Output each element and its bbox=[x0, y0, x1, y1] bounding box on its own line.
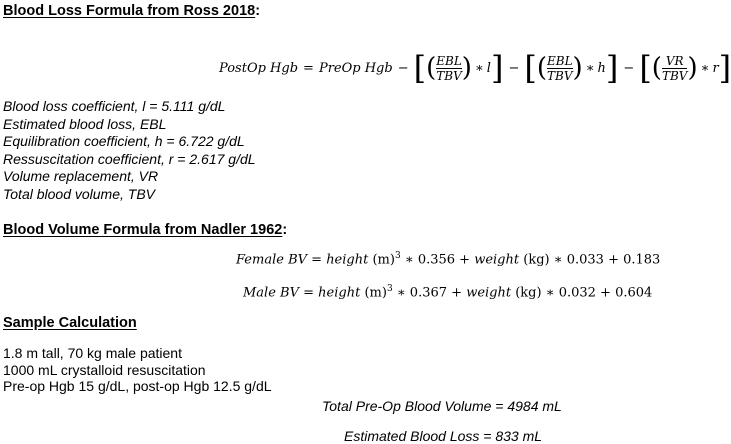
formula-lhs: PostOp Hgb bbox=[219, 60, 299, 76]
times-2: ∗ bbox=[585, 60, 595, 76]
female-bv-lhs: Female BV bbox=[236, 252, 308, 268]
female-power: 3 bbox=[394, 251, 401, 261]
paren-open-1: ( bbox=[426, 53, 437, 83]
female-height: height bbox=[326, 252, 369, 268]
heading-ross bbox=[3, 2, 260, 20]
formula-minus-1: − bbox=[397, 60, 409, 76]
heading-sample bbox=[3, 314, 137, 332]
fraction-denominator: TBV bbox=[436, 68, 462, 83]
female-c3: 0.183 bbox=[623, 252, 661, 268]
fraction-ebl-tbv-2 bbox=[547, 54, 573, 83]
sample-details bbox=[3, 345, 272, 395]
female-weight: weight bbox=[474, 252, 520, 268]
sample-line: Pre-op Hgb 15 g/dL, post-op Hgb 12.5 g/dL bbox=[3, 378, 272, 394]
paren-close-2: ) bbox=[572, 53, 583, 83]
heading-nadler-text: Blood Volume Formula from Nadler 1962 bbox=[3, 222, 283, 238]
coef-l: l bbox=[486, 60, 491, 76]
coef-h: h bbox=[597, 60, 606, 76]
fraction-denominator: TBV bbox=[547, 68, 573, 83]
bracket-open-1: [ bbox=[413, 49, 427, 87]
result-estimated-blood-loss: Estimated Blood Loss = 833 mL bbox=[344, 428, 543, 444]
heading-ross-text: Blood Loss Formula from Ross 2018 bbox=[3, 3, 256, 19]
heading-nadler bbox=[3, 221, 287, 239]
definition-item: Volume replacement, VR bbox=[3, 168, 159, 184]
definition-item: Ressuscitation coefficient, r = 2.617 g/dL bbox=[3, 150, 256, 167]
fraction-denominator: TBV bbox=[661, 68, 688, 83]
result-total-blood-volume: Total Pre-Op Blood Volume = 4984 mL bbox=[322, 398, 562, 414]
formula-equals: = bbox=[303, 60, 314, 76]
paren-close-3: ) bbox=[687, 53, 698, 83]
heading-ross-colon: : bbox=[255, 3, 261, 19]
sample-line: 1.8 m tall, 70 kg male patient bbox=[3, 345, 182, 361]
male-weight-unit: (kg) bbox=[515, 285, 542, 301]
fraction-ebl-tbv-1 bbox=[436, 54, 462, 83]
definitions-list bbox=[3, 98, 256, 203]
male-height: height bbox=[318, 285, 361, 301]
bracket-close-1: ] bbox=[490, 49, 504, 87]
bracket-close-2: ] bbox=[605, 49, 619, 87]
male-bv-lhs: Male BV bbox=[243, 285, 299, 301]
male-c2: 0.032 bbox=[558, 285, 596, 301]
times-1: ∗ bbox=[474, 60, 484, 76]
sample-line: 1000 mL crystalloid resuscitation bbox=[3, 361, 206, 378]
formula-minus-3: − bbox=[623, 60, 635, 76]
bracket-open-2: [ bbox=[524, 49, 537, 87]
formula-minus-2: − bbox=[508, 60, 520, 76]
paren-open-3: ( bbox=[651, 53, 662, 83]
bracket-close-3: ] bbox=[718, 49, 731, 87]
fraction-numerator: EBL bbox=[547, 53, 573, 68]
male-c1: 0.367 bbox=[409, 285, 448, 301]
female-height-unit: (m) bbox=[372, 252, 395, 268]
coef-r: r bbox=[712, 60, 719, 76]
paren-open-2: ( bbox=[536, 53, 547, 83]
paren-close-1: ) bbox=[461, 53, 472, 83]
formula-ross bbox=[219, 44, 731, 92]
definition-item: Equilibration coefficient, h = 6.722 g/dL bbox=[3, 133, 245, 149]
heading-sample-text: Sample Calculation bbox=[3, 315, 137, 331]
definition-item: Blood loss coefficient, l = 5.111 g/dL bbox=[3, 98, 226, 114]
female-weight-unit: (kg) bbox=[523, 252, 550, 268]
male-power: 3 bbox=[386, 284, 393, 294]
female-c1: 0.356 bbox=[417, 252, 456, 268]
male-height-unit: (m) bbox=[364, 285, 387, 301]
formula-rhs-start: PreOp Hgb bbox=[318, 60, 393, 76]
female-c2: 0.033 bbox=[566, 252, 604, 268]
formula-male-bv: Male BV = height $(m)^3$ ∗ 0.367 + weight (kg) ∗ 0.032 + 0.604 bbox=[243, 284, 653, 301]
heading-nadler-colon: : bbox=[282, 222, 288, 238]
male-weight: weight bbox=[466, 285, 512, 301]
formula-female-bv: Female BV = height $(m)^3$ ∗ 0.356 + weight (kg) ∗ 0.033 + 0.183 bbox=[236, 251, 661, 268]
fraction-numerator: EBL bbox=[436, 53, 462, 68]
fraction-vr-tbv bbox=[662, 54, 688, 83]
bracket-open-3: [ bbox=[639, 49, 652, 87]
definition-item: Total blood volume, TBV bbox=[3, 185, 156, 202]
definition-item: Estimated blood loss, EBL bbox=[3, 115, 167, 132]
times-3: ∗ bbox=[700, 60, 710, 76]
male-c3: 0.604 bbox=[615, 285, 653, 301]
fraction-numerator: VR bbox=[665, 53, 684, 68]
